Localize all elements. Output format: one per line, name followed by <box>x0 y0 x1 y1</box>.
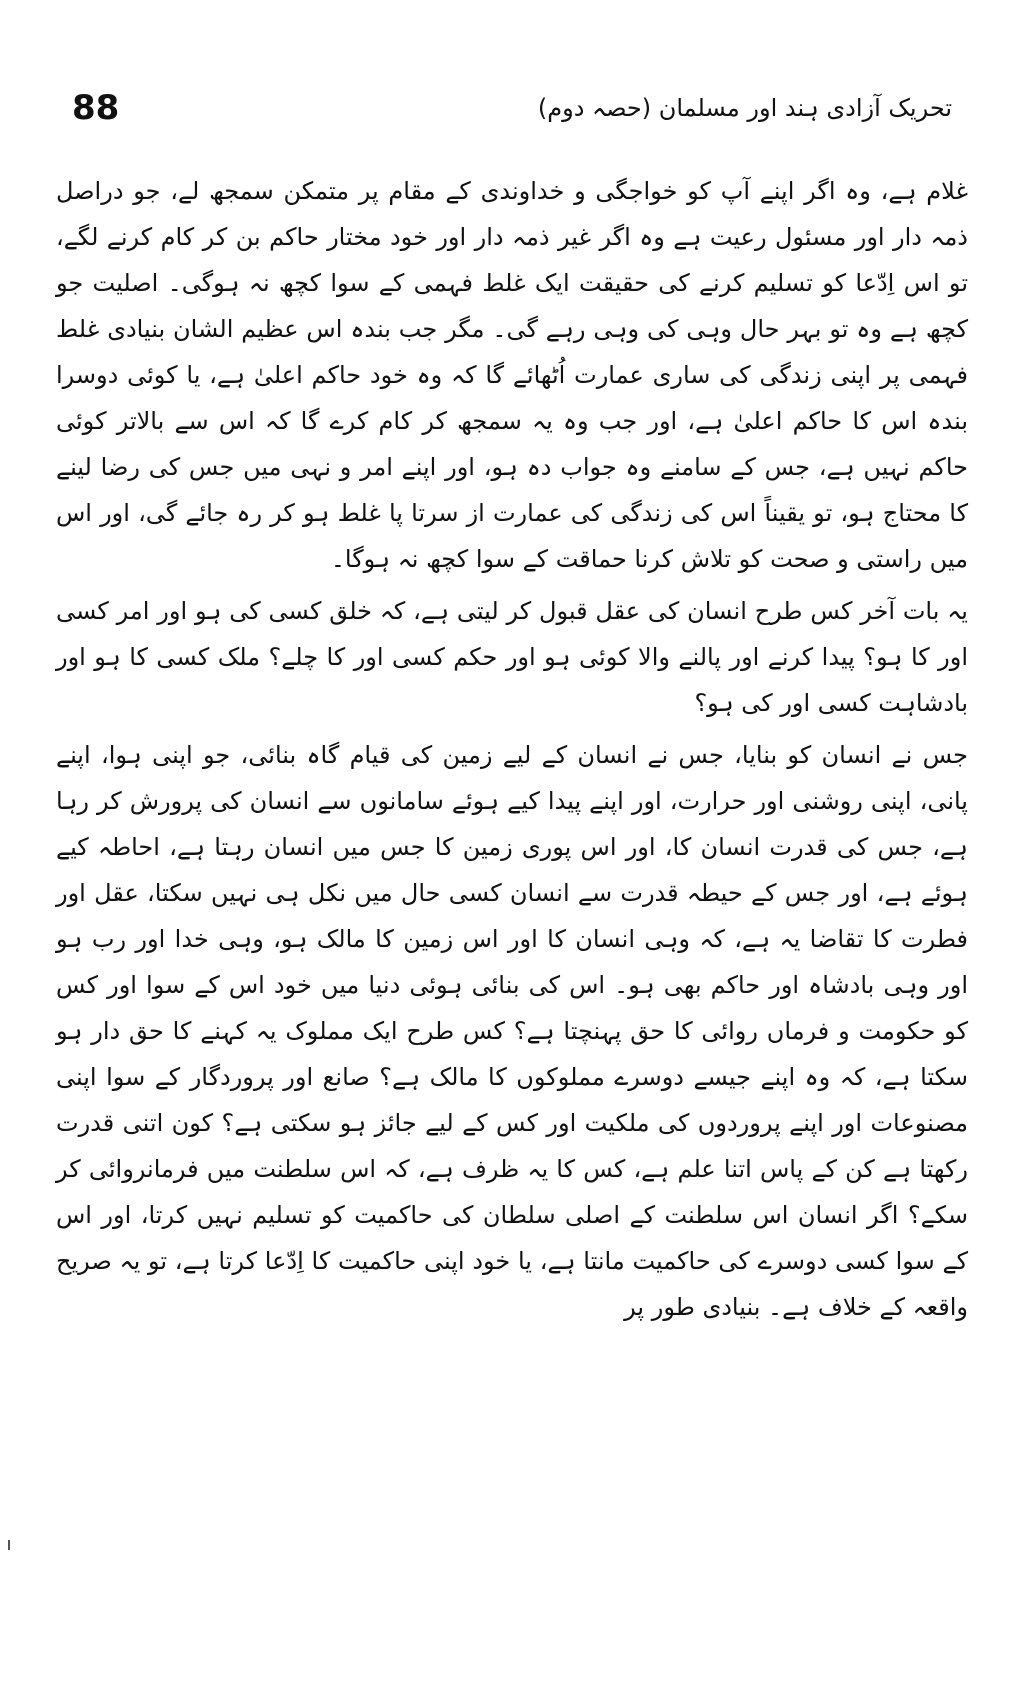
paragraph-3: جس نے انسان کو بنایا، جس نے انسان کے لیے زمین کی قیام گاہ بنائی، جو اپنی ہوا، اپنے پانی، اپنی روشنی اور حرارت، اور اپنے پیدا کیے ہوئے سامانوں سے انسان کی پرورش کر رہا ہے، جس کی قدرت انسان کا، اور اس پوری زمین کا جس میں انسان رہتا ہے، احاطہ کیے ہوئے ہے، اور جس کے حیطہ قدرت سے انسان کسی حال میں نکل ہی نہیں سکتا، عقل اور فطرت کا تقاضا یہ ہے، کہ وہی انسان کا اور اس زمین کا مالک ہو، وہی خدا اور رب ہو اور وہی بادشاہ اور حاکم بھی ہو۔ اس کی بنائی ہوئی دنیا میں خود اس کے سوا اور کس کو حکومت و فرماں روائی کا حق پہنچتا ہے؟ کس طرح ایک مملوک یہ کہنے کا حق دار ہو سکتا ہے، کہ وہ اپنے جیسے دوسرے مملوکوں کا مالک ہے؟ صانع اور پروردگار کے سوا اپنی مصنوعات اور اپنے پروردوں کی ملکیت اور کس کے لیے جائز ہو سکتی ہے؟ کون اتنی قدرت رکھتا ہے کن کے پاس اتنا علم ہے، کس کا یہ ظرف ہے، کہ اس سلطنت میں فرمانروائی کر سکے؟ اگر انسان اس سلطنت کے اصلی سلطان کی حاکمیت کو تسلیم نہیں کرتا، اور اس کے سوا کسی دوسرے کی حاکمیت مانتا ہے، یا خود اپنی حاکمیت کا اِدّعا کرتا ہے، تو یہ صریح واقعہ کے خلاف ہے۔ بنیادی طور پر <box>56 741 969 1321</box>
paragraph-1: غلام ہے، وہ اگر اپنے آپ کو خواجگی و خداوندی کے مقام پر متمکن سمجھ لے، جو دراصل ذمہ دار اور مسئول رعیت ہے وہ اگر غیر ذمہ دار اور خود مختار حاکم بن کر کام کرنے لگے، تو اس اِدّعا کو تسلیم کرنے کی حقیقت ایک غلط فہمی کے سوا کچھ نہ ہوگی۔ اصلیت جو کچھ ہے وہ تو بہر حال وہی کی وہی رہے گی۔ مگر جب بندہ اس عظیم الشان بنیادی غلط فہمی پر اپنی زندگی کی ساری عمارت اُٹھائے گا کہ وہ خود حاکم اعلیٰ ہے، یا کوئی دوسرا بندہ اس کا حاکم اعلیٰ ہے، اور جب وہ یہ سمجھ کر کام کرے گا کہ اس سے بالاتر کوئی حاکم نہیں ہے، جس کے سامنے وہ جواب دہ ہو، اور اپنے امر و نہی میں جس کی رضا لینے کا محتاج ہو، تو یقیناً اس کی زندگی کی عمارت از سرتا پا غلط ہو کر رہ جائے گی، اور اس میں راستی و صحت کو تلاش کرنا حماقت کے سوا کچھ نہ ہوگا۔ <box>56 177 968 573</box>
running-title: تحریک آزادی ہند اور مسلمان (حصہ دوم) <box>537 94 952 122</box>
page-number: 88 <box>72 88 120 128</box>
body-text <box>56 168 968 1330</box>
paragraph-2: یہ بات آخر کس طرح انسان کی عقل قبول کر لیتی ہے، کہ خلق کسی کی ہو اور امر کسی اور کا ہو؟ پیدا کرنے اور پالنے والا کوئی ہو اور حکم کسی اور کا چلے؟ ملک کسی کا ہو اور بادشاہت کسی اور کی ہو؟ <box>56 597 968 717</box>
scan-mark <box>8 1540 10 1550</box>
page-header <box>72 88 952 144</box>
